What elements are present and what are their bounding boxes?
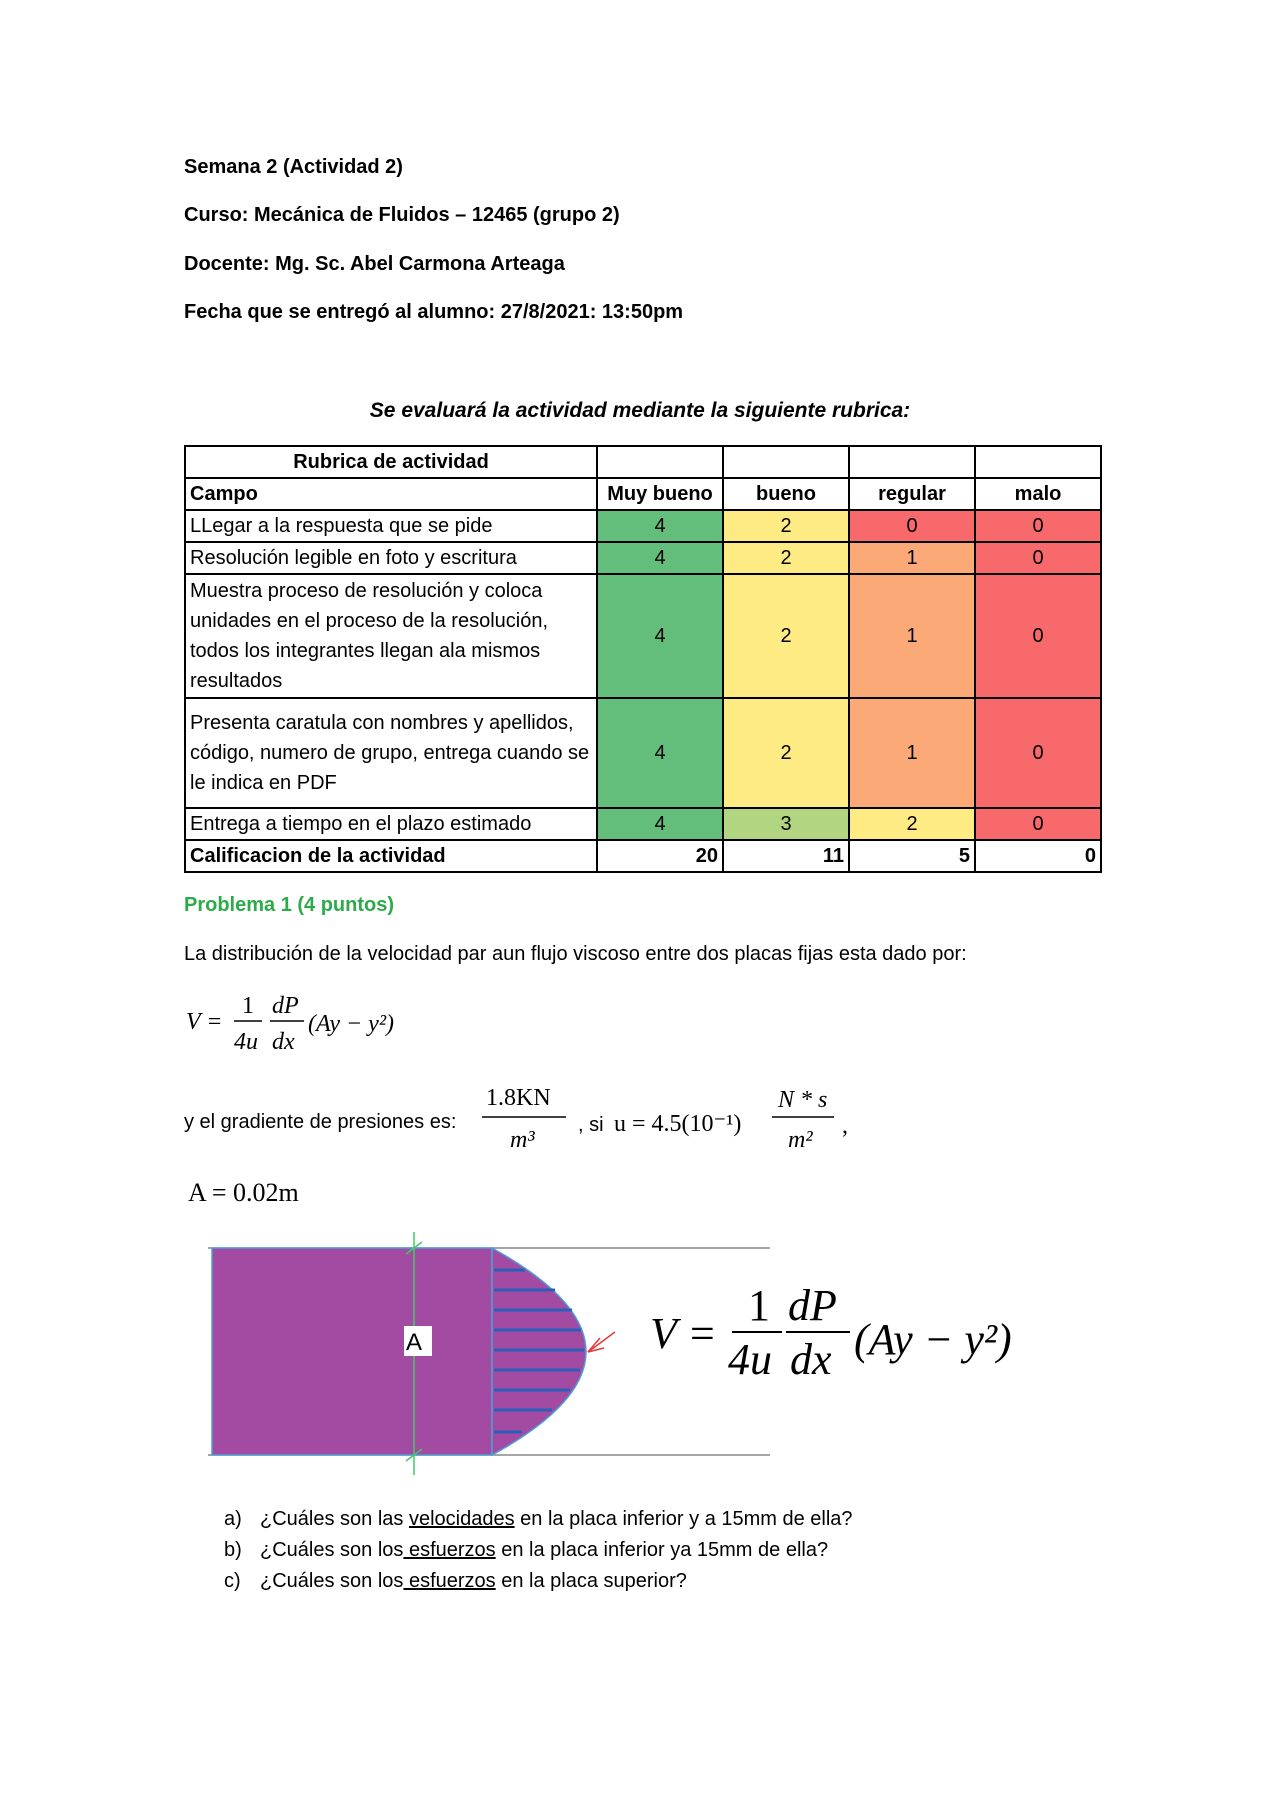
rubric-header-row bbox=[185, 478, 1101, 510]
si-text: , si bbox=[578, 1114, 604, 1136]
rubric-title-row bbox=[185, 446, 1101, 478]
cell-score: 0 bbox=[975, 510, 1101, 542]
fluid-block bbox=[212, 1248, 492, 1455]
row-campo: LLegar a la respuesta que se pide bbox=[185, 510, 597, 542]
svg-text:dP: dP bbox=[788, 1281, 837, 1330]
eq-den1: 4u bbox=[234, 1029, 258, 1055]
header-regular: regular bbox=[849, 478, 975, 510]
comma: , bbox=[842, 1113, 848, 1139]
rubric-table bbox=[184, 445, 1102, 873]
svg-text:4u: 4u bbox=[728, 1335, 772, 1384]
table-row bbox=[185, 542, 1101, 574]
question-list bbox=[224, 1508, 853, 1601]
cell-score: 2 bbox=[723, 542, 849, 574]
table-row bbox=[185, 808, 1101, 840]
gradient-equation bbox=[470, 1075, 870, 1160]
total-value: 20 bbox=[597, 840, 723, 872]
diagram-equation bbox=[650, 1281, 1012, 1384]
svg-text:dx: dx bbox=[790, 1335, 832, 1384]
a-value: A = 0.02m bbox=[188, 1178, 299, 1207]
header-malo: malo bbox=[975, 478, 1101, 510]
header-bueno: bueno bbox=[723, 478, 849, 510]
cell-score: 4 bbox=[597, 574, 723, 698]
header-week: Semana 2 (Actividad 2) bbox=[184, 156, 403, 178]
row-campo: Presenta caratula con nombres y apellidos, código, numero de grupo, entrega cuando se le indica en PDF bbox=[185, 698, 597, 808]
cell-score: 4 bbox=[597, 808, 723, 840]
header-muy-bueno: Muy bueno bbox=[597, 478, 723, 510]
cell-score: 0 bbox=[975, 808, 1101, 840]
header-date: Fecha que se entregó al alumno: 27/8/2021: 13:50pm bbox=[184, 301, 684, 323]
rubric-intro: Se evaluará la actividad mediante la siguiente rubrica: bbox=[369, 399, 911, 422]
rubric-title: Rubrica de actividad bbox=[185, 446, 597, 478]
svg-text:1: 1 bbox=[748, 1281, 770, 1330]
cell-score: 4 bbox=[597, 542, 723, 574]
u-num: N * s bbox=[778, 1087, 828, 1113]
table-row bbox=[185, 698, 1101, 808]
svg-text:(Ay − y²): (Ay − y²) bbox=[854, 1315, 1012, 1364]
problem-title: Problema 1 (4 puntos) bbox=[184, 894, 395, 916]
total-value: 11 bbox=[723, 840, 849, 872]
cell-score: 2 bbox=[849, 808, 975, 840]
cell-score: 0 bbox=[849, 510, 975, 542]
u-den: m² bbox=[788, 1127, 813, 1153]
list-item: c) ¿Cuáles son los esfuerzos en la placa superior? bbox=[224, 1570, 687, 1592]
cell-score: 4 bbox=[597, 698, 723, 808]
cell-score: 0 bbox=[975, 574, 1101, 698]
eq-den2: dx bbox=[272, 1029, 295, 1055]
header-teacher: Docente: Mg. Sc. Abel Carmona Arteaga bbox=[184, 253, 565, 275]
list-item: a) ¿Cuáles son las velocidades en la placa inferior y a 15mm de ella? bbox=[224, 1508, 853, 1530]
cell-score: 2 bbox=[723, 698, 849, 808]
cell-score: 4 bbox=[597, 510, 723, 542]
total-row bbox=[185, 840, 1101, 872]
grad-num: 1.8KN bbox=[486, 1085, 551, 1111]
row-campo: Resolución legible en foto y escritura bbox=[185, 542, 597, 574]
cell-score: 1 bbox=[849, 574, 975, 698]
row-campo: Entrega a tiempo en el plazo estimado bbox=[185, 808, 597, 840]
eq-num2: dP bbox=[272, 993, 299, 1019]
row-campo: Muestra proceso de resolución y coloca unidades en el proceso de la resolución, todos los integrantes llegan ala mismos resultados bbox=[185, 574, 597, 698]
table-row bbox=[185, 574, 1101, 698]
eq-v: V = bbox=[186, 1009, 223, 1035]
problem-intro: La distribución de la velocidad par aun flujo viscoso entre dos placas fijas esta dado por: bbox=[184, 943, 967, 965]
eq-paren: (Ay − y²) bbox=[308, 1011, 395, 1037]
eq-num1: 1 bbox=[242, 993, 254, 1019]
cell-score: 3 bbox=[723, 808, 849, 840]
gradient-text: y el gradiente de presiones es: bbox=[184, 1111, 457, 1133]
total-value: 5 bbox=[849, 840, 975, 872]
list-item: b) ¿Cuáles son los esfuerzos en la placa inferior ya 15mm de ella? bbox=[224, 1539, 829, 1561]
cell-score: 2 bbox=[723, 574, 849, 698]
velocity-equation bbox=[180, 985, 440, 1055]
cell-score: 2 bbox=[723, 510, 849, 542]
diagram-a-label: A bbox=[406, 1329, 423, 1356]
cell-score: 0 bbox=[975, 542, 1101, 574]
total-label: Calificacion de la actividad bbox=[185, 840, 597, 872]
grad-den: m³ bbox=[510, 1127, 535, 1153]
cell-score: 0 bbox=[975, 698, 1101, 808]
total-value: 0 bbox=[975, 840, 1101, 872]
header-campo: Campo bbox=[185, 478, 597, 510]
cell-score: 1 bbox=[849, 542, 975, 574]
table-row bbox=[185, 510, 1101, 542]
u-eq: u = 4.5(10⁻¹) bbox=[614, 1111, 742, 1137]
header-course: Curso: Mecánica de Fluidos – 12465 (grupo 2) bbox=[184, 204, 620, 226]
flow-diagram bbox=[160, 1220, 1040, 1480]
cell-score: 1 bbox=[849, 698, 975, 808]
svg-text:V =: V = bbox=[650, 1309, 717, 1358]
